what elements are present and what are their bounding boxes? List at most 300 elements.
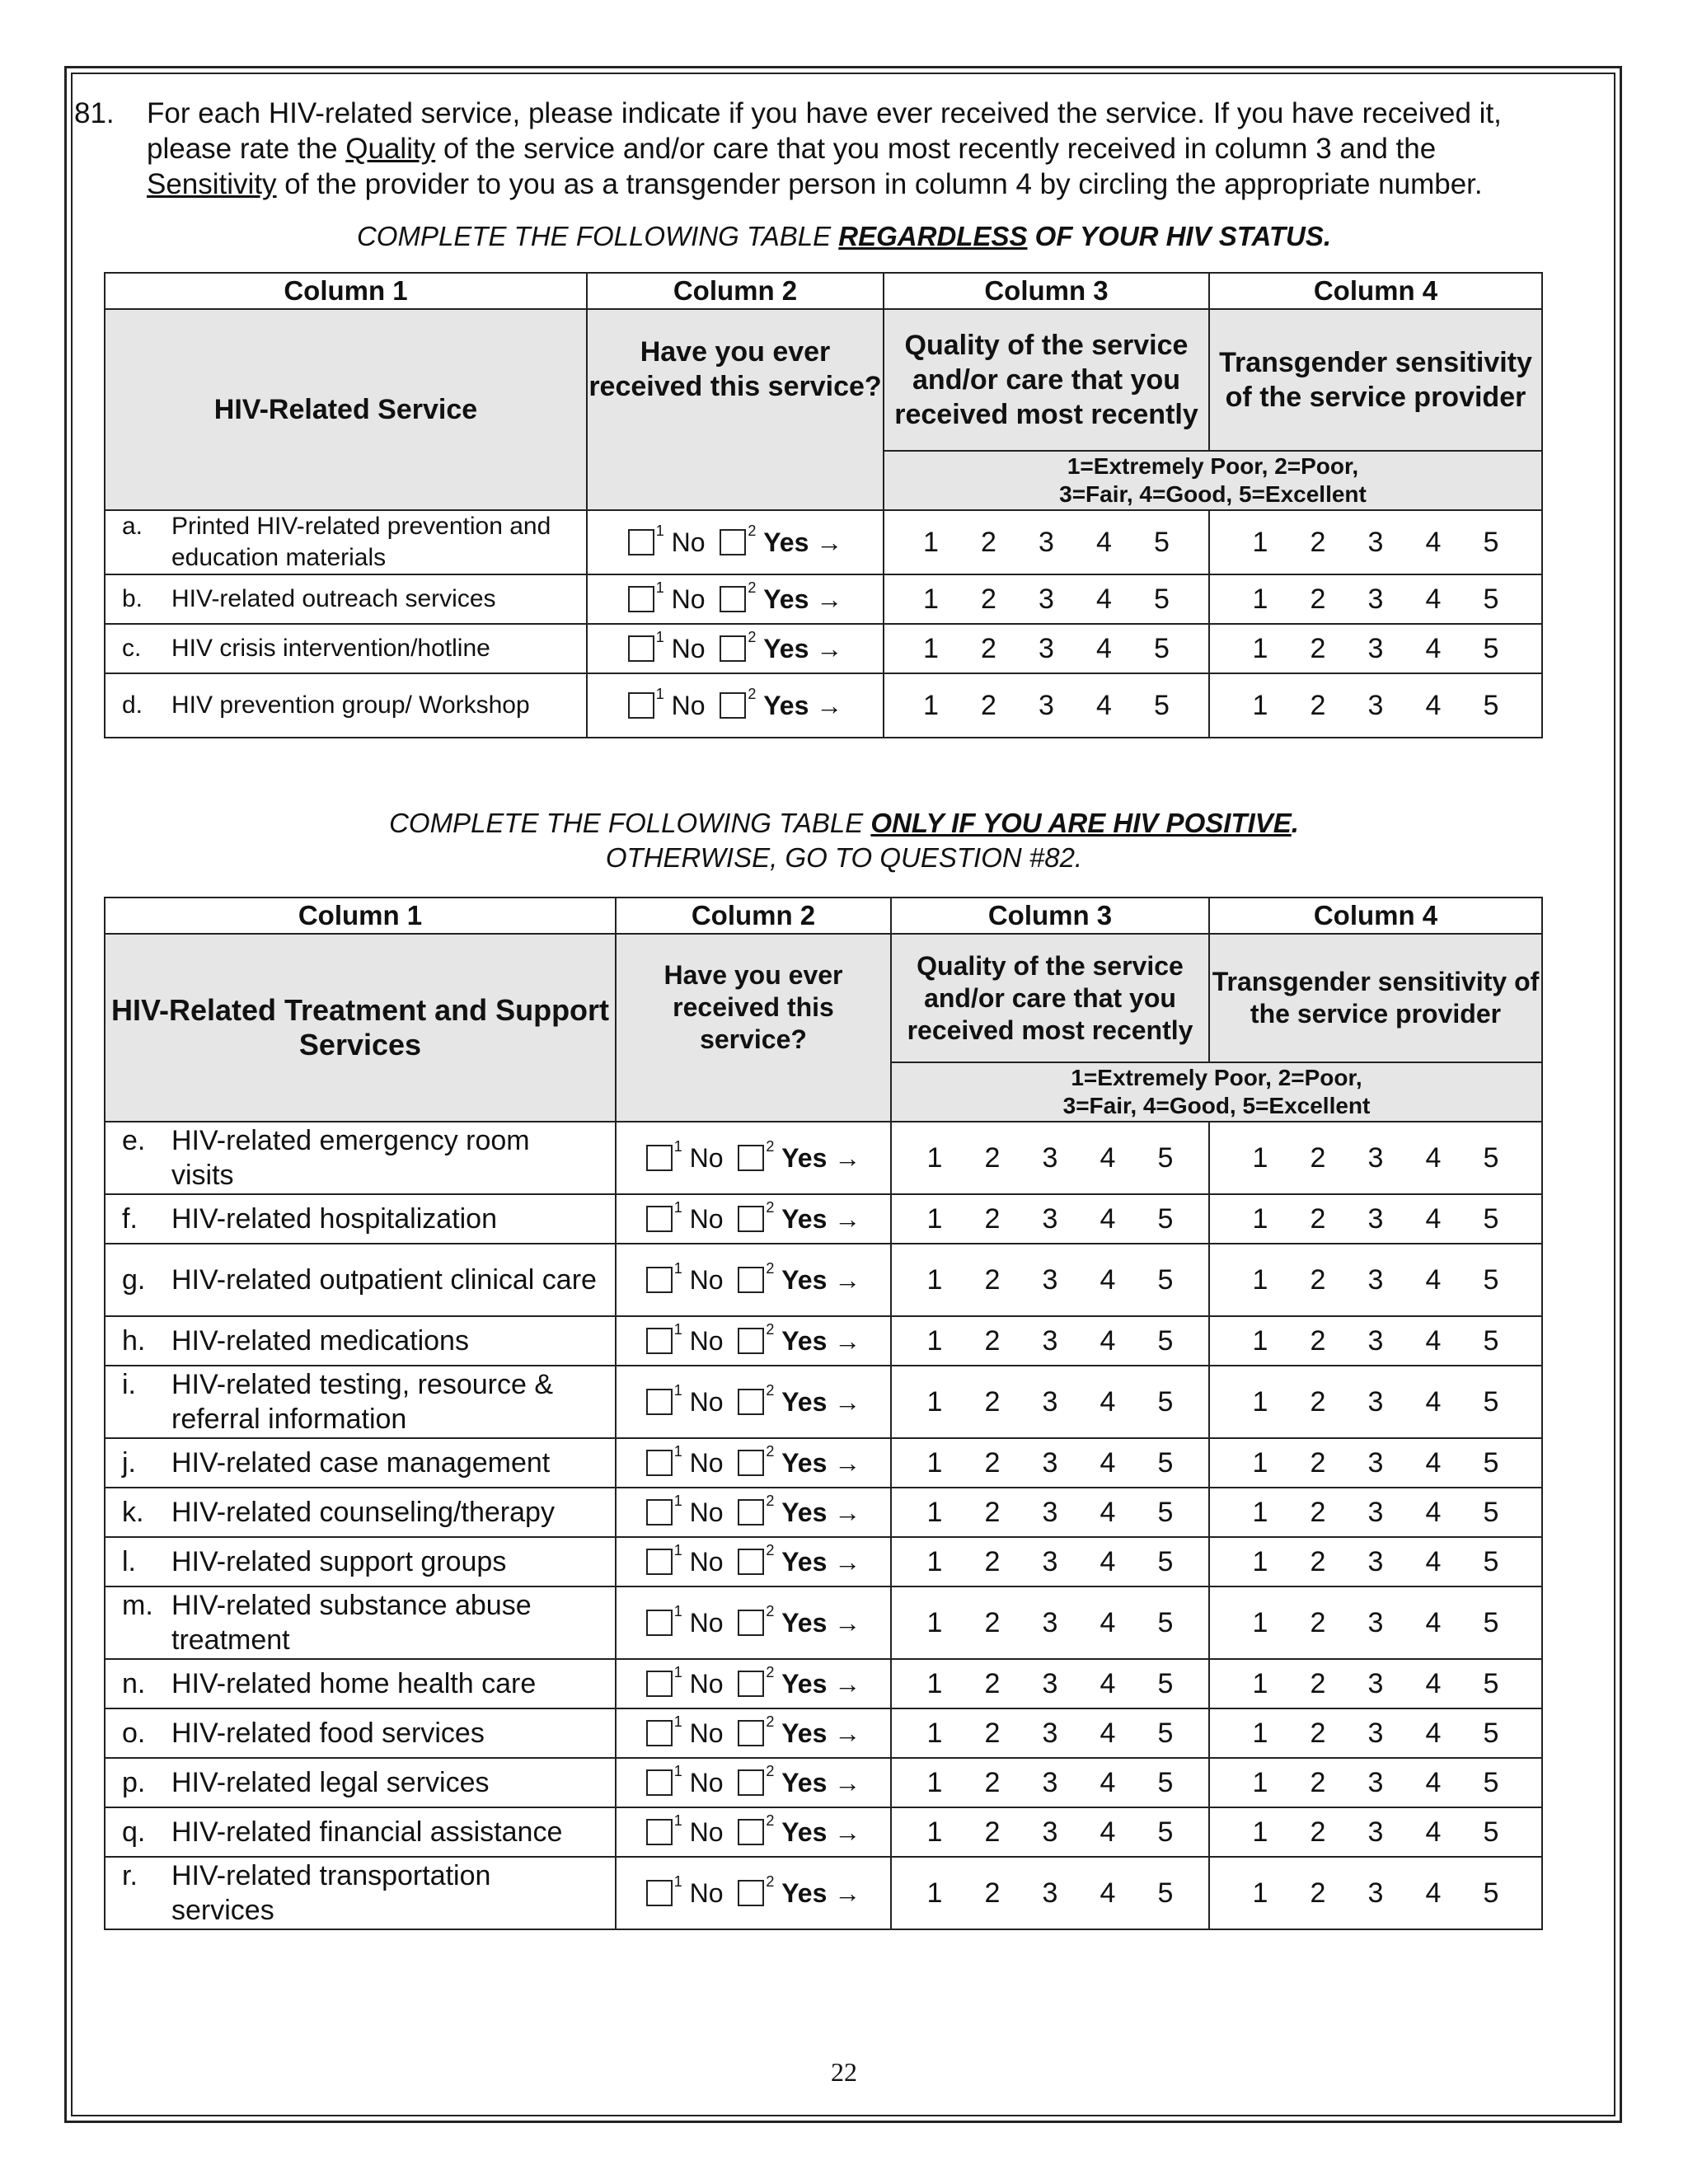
table-row — [105, 1122, 1542, 1194]
sensitivity-rating-option[interactable]: 1 — [1252, 1202, 1268, 1235]
arrow-right-icon: → — [834, 1767, 861, 1797]
no-checkbox[interactable] — [646, 1720, 673, 1746]
sensitivity-rating-option[interactable]: 3 — [1367, 1545, 1384, 1577]
sensitivity-rating-option[interactable]: 2 — [1310, 689, 1326, 721]
yes-checkbox[interactable] — [738, 1450, 764, 1476]
yes-checkbox[interactable] — [720, 635, 746, 662]
no-checkbox[interactable] — [646, 1450, 673, 1476]
quality-rating-option[interactable]: 2 — [984, 1202, 1001, 1235]
quality-rating-option[interactable]: 4 — [1096, 583, 1112, 615]
quality-rating-option[interactable]: 5 — [1157, 1263, 1174, 1296]
quality-scale — [891, 1488, 1209, 1537]
quality-rating-option[interactable]: 4 — [1100, 1717, 1116, 1749]
no-checkbox[interactable] — [646, 1549, 673, 1575]
yes-checkbox[interactable] — [738, 1549, 764, 1575]
sensitivity-rating-option[interactable]: 4 — [1425, 1717, 1442, 1749]
quality-rating-option[interactable]: 3 — [1042, 1877, 1058, 1909]
quality-rating-option[interactable]: 3 — [1042, 1667, 1058, 1699]
quality-rating-option[interactable]: 1 — [926, 1766, 943, 1798]
quality-rating-option[interactable]: 4 — [1100, 1816, 1116, 1848]
yes-label: Yes — [781, 1447, 828, 1478]
question-81 — [74, 96, 1558, 202]
yes-checkbox[interactable] — [738, 1720, 764, 1746]
yes-checkbox[interactable] — [738, 1267, 764, 1293]
sensitivity-rating-option[interactable]: 2 — [1310, 1385, 1326, 1418]
yes-checkbox[interactable] — [720, 692, 746, 719]
row-letter: m. — [122, 1590, 153, 1621]
sensitivity-rating-option[interactable]: 3 — [1367, 632, 1384, 664]
quality-rating-option[interactable]: 1 — [923, 583, 939, 615]
row-letter: c. — [122, 635, 142, 662]
received-cell: $^1$ No $^2$ Yes → — [616, 1438, 891, 1488]
quality-rating-option[interactable]: 2 — [984, 1141, 1001, 1174]
service-cell — [105, 1586, 616, 1659]
sensitivity-rating-option[interactable]: 5 — [1483, 1496, 1499, 1528]
quality-rating-option[interactable]: 1 — [923, 632, 939, 664]
sensitivity-rating-option[interactable]: 4 — [1425, 1667, 1442, 1699]
sensitivity-rating-option[interactable]: 3 — [1367, 1202, 1384, 1235]
sensitivity-rating-option[interactable]: 4 — [1425, 1446, 1442, 1479]
quality-scale — [891, 1537, 1209, 1586]
t1-col3-label: Column 3 — [884, 273, 1209, 309]
quality-rating-option[interactable]: 4 — [1100, 1545, 1116, 1577]
quality-rating-option[interactable]: 4 — [1100, 1606, 1116, 1638]
yes-label: Yes — [781, 1142, 828, 1173]
sensitivity-rating-option[interactable]: 1 — [1252, 1766, 1268, 1798]
sensitivity-rating-option[interactable]: 4 — [1425, 1816, 1442, 1848]
sensitivity-rating-option[interactable]: 2 — [1310, 1717, 1326, 1749]
sensitivity-rating-option[interactable]: 1 — [1252, 583, 1268, 615]
sensitivity-rating-option[interactable]: 3 — [1367, 1877, 1384, 1909]
sensitivity-rating-option[interactable]: 5 — [1483, 1816, 1499, 1848]
yes-checkbox[interactable] — [738, 1880, 764, 1906]
sensitivity-rating-option[interactable]: 4 — [1425, 1877, 1442, 1909]
sensitivity-rating-option[interactable]: 1 — [1252, 1496, 1268, 1528]
sensitivity-rating-option[interactable]: 2 — [1310, 1545, 1326, 1577]
received-cell: $^1$ No $^2$ Yes → — [616, 1758, 891, 1807]
yes-label: Yes — [763, 527, 809, 557]
arrow-right-icon: → — [816, 633, 843, 663]
service-cell — [105, 1316, 616, 1366]
quality-rating-option[interactable]: 3 — [1042, 1766, 1058, 1798]
yes-label: Yes — [781, 1816, 828, 1847]
table-row — [105, 1537, 1542, 1586]
sensitivity-rating-option[interactable]: 5 — [1483, 1324, 1499, 1357]
row-letter: k. — [122, 1497, 144, 1528]
sensitivity-rating-option[interactable]: 5 — [1483, 1766, 1499, 1798]
no-checkbox[interactable] — [646, 1769, 673, 1796]
sensitivity-rating-option[interactable]: 2 — [1310, 526, 1326, 558]
quality-scale — [891, 1708, 1209, 1758]
arrow-right-icon: → — [816, 690, 843, 720]
received-cell: $^1$ No $^2$ Yes → — [616, 1659, 891, 1708]
services-table — [104, 272, 1543, 738]
received-cell: $^1$ No $^2$ Yes → — [616, 1316, 891, 1366]
sensitivity-rating-option[interactable]: 5 — [1483, 583, 1499, 615]
sensitivity-rating-option[interactable]: 2 — [1310, 1141, 1326, 1174]
quality-rating-option[interactable]: 4 — [1100, 1141, 1116, 1174]
arrow-right-icon: → — [816, 583, 843, 614]
no-checkbox[interactable] — [646, 1610, 673, 1636]
sensitivity-rating-option[interactable]: 3 — [1367, 1606, 1384, 1638]
no-checkbox[interactable] — [646, 1328, 673, 1354]
no-checkbox[interactable] — [628, 586, 654, 612]
sensitivity-rating-option[interactable]: 3 — [1367, 1667, 1384, 1699]
quality-rating-option[interactable]: 5 — [1157, 1141, 1174, 1174]
sensitivity-rating-option[interactable]: 4 — [1425, 1324, 1442, 1357]
quality-rating-option[interactable]: 2 — [984, 1766, 1001, 1798]
sensitivity-rating-option[interactable]: 2 — [1310, 1263, 1326, 1296]
quality-rating-option[interactable]: 3 — [1042, 1816, 1058, 1848]
sensitivity-rating-option[interactable]: 2 — [1310, 1446, 1326, 1479]
sensitivity-rating-option[interactable]: 3 — [1367, 1766, 1384, 1798]
no-checkbox[interactable] — [646, 1671, 673, 1697]
quality-rating-option[interactable]: 5 — [1154, 583, 1170, 615]
sensitivity-rating-option[interactable]: 2 — [1310, 632, 1326, 664]
sensitivity-rating-option[interactable]: 5 — [1483, 1202, 1499, 1235]
quality-rating-option[interactable]: 1 — [926, 1202, 943, 1235]
received-cell: $^1$ No $^2$ Yes → — [616, 1586, 891, 1659]
sensitivity-rating-option[interactable]: 1 — [1252, 689, 1268, 721]
quality-rating-option[interactable]: 3 — [1042, 1385, 1058, 1418]
sensitivity-rating-option[interactable]: 3 — [1367, 1816, 1384, 1848]
sensitivity-rating-option[interactable]: 3 — [1367, 583, 1384, 615]
service-name: HIV-related outreach services — [171, 585, 496, 612]
service-name: HIV-related outpatient clinical care — [171, 1264, 597, 1296]
quality-rating-option[interactable]: 2 — [984, 1606, 1001, 1638]
sensitivity-rating-option[interactable]: 4 — [1425, 689, 1442, 721]
sensitivity-scale — [1209, 1586, 1542, 1659]
sensitivity-rating-option[interactable]: 4 — [1425, 1263, 1442, 1296]
quality-rating-option[interactable]: 3 — [1039, 526, 1054, 558]
service-cell — [105, 1194, 616, 1244]
yes-label: Yes — [781, 1325, 828, 1356]
quality-rating-option[interactable]: 1 — [926, 1717, 943, 1749]
quality-rating-option[interactable]: 1 — [926, 1545, 943, 1577]
sensitivity-rating-option[interactable]: 5 — [1483, 632, 1499, 664]
sensitivity-scale — [1209, 1708, 1542, 1758]
quality-rating-option[interactable]: 5 — [1157, 1816, 1174, 1848]
sensitivity-rating-option[interactable]: 1 — [1252, 1667, 1268, 1699]
no-checkbox[interactable] — [628, 529, 654, 555]
quality-rating-option[interactable]: 3 — [1039, 583, 1054, 615]
sensitivity-rating-option[interactable]: 1 — [1252, 1816, 1268, 1848]
quality-rating-option[interactable]: 3 — [1042, 1496, 1058, 1528]
no-label: No — [689, 1325, 724, 1356]
sensitivity-rating-option[interactable]: 1 — [1252, 1324, 1268, 1357]
quality-rating-option[interactable]: 2 — [984, 1385, 1001, 1418]
quality-rating-option[interactable]: 4 — [1100, 1202, 1116, 1235]
quality-rating-option[interactable]: 4 — [1100, 1446, 1116, 1479]
no-checkbox[interactable] — [646, 1499, 673, 1526]
sensitivity-scale — [1209, 1537, 1542, 1586]
quality-rating-option[interactable]: 4 — [1100, 1667, 1116, 1699]
quality-scale — [884, 510, 1209, 574]
quality-rating-option[interactable]: 5 — [1157, 1667, 1174, 1699]
quality-rating-option[interactable]: 4 — [1100, 1877, 1116, 1909]
quality-rating-option[interactable]: 3 — [1042, 1717, 1058, 1749]
quality-rating-option[interactable]: 1 — [926, 1877, 943, 1909]
quality-rating-option[interactable]: 1 — [926, 1263, 943, 1296]
sensitivity-rating-option[interactable]: 2 — [1310, 1816, 1326, 1848]
quality-rating-option[interactable]: 4 — [1096, 526, 1112, 558]
quality-rating-option[interactable]: 5 — [1157, 1446, 1174, 1479]
yes-checkbox[interactable] — [720, 586, 746, 612]
sensitivity-rating-option[interactable]: 4 — [1425, 1496, 1442, 1528]
quality-rating-option[interactable]: 5 — [1157, 1324, 1174, 1357]
quality-rating-option[interactable]: 3 — [1042, 1141, 1058, 1174]
yes-checkbox[interactable] — [738, 1671, 764, 1697]
t1-col2-label: Column 2 — [587, 273, 884, 309]
sensitivity-rating-option[interactable]: 4 — [1425, 1545, 1442, 1577]
sensitivity-rating-option[interactable]: 5 — [1483, 689, 1499, 721]
service-cell — [105, 1857, 616, 1929]
sensitivity-rating-option[interactable]: 3 — [1367, 1141, 1384, 1174]
service-cell — [105, 1488, 616, 1537]
quality-rating-option[interactable]: 3 — [1042, 1202, 1058, 1235]
sensitivity-rating-option[interactable]: 3 — [1367, 1717, 1384, 1749]
sensitivity-rating-option[interactable]: 3 — [1367, 1446, 1384, 1479]
sensitivity-scale — [1209, 673, 1542, 738]
quality-rating-option[interactable]: 4 — [1100, 1385, 1116, 1418]
sensitivity-rating-option[interactable]: 1 — [1252, 526, 1268, 558]
sensitivity-rating-option[interactable]: 2 — [1310, 1606, 1326, 1638]
quality-rating-option[interactable]: 5 — [1157, 1717, 1174, 1749]
received-cell: $^1$ No $^2$ Yes → — [616, 1122, 891, 1194]
quality-rating-option[interactable]: 5 — [1157, 1202, 1174, 1235]
quality-rating-option[interactable]: 5 — [1154, 632, 1170, 664]
no-checkbox[interactable] — [646, 1389, 673, 1415]
quality-rating-option[interactable]: 4 — [1100, 1496, 1116, 1528]
sensitivity-rating-option[interactable]: 4 — [1425, 632, 1442, 664]
sensitivity-rating-option[interactable]: 4 — [1425, 1385, 1442, 1418]
sensitivity-rating-option[interactable]: 5 — [1483, 1141, 1499, 1174]
row-letter: q. — [122, 1816, 146, 1848]
no-checkbox[interactable] — [628, 692, 654, 719]
quality-rating-option[interactable]: 3 — [1042, 1263, 1058, 1296]
sensitivity-rating-option[interactable]: 5 — [1483, 1717, 1499, 1749]
yes-checkbox[interactable] — [738, 1499, 764, 1526]
no-label: No — [671, 690, 706, 720]
quality-rating-option[interactable]: 3 — [1039, 632, 1054, 664]
table-row — [105, 1316, 1542, 1366]
sensitivity-rating-option[interactable]: 2 — [1310, 1877, 1326, 1909]
sensitivity-rating-option[interactable]: 3 — [1367, 1263, 1384, 1296]
quality-rating-option[interactable]: 2 — [984, 1446, 1001, 1479]
sensitivity-rating-option[interactable]: 4 — [1425, 1141, 1442, 1174]
instruction-skip: OTHERWISE, GO TO QUESTION #82. — [605, 842, 1083, 873]
no-label: No — [689, 1142, 724, 1173]
quality-rating-option[interactable]: 4 — [1096, 689, 1112, 721]
quality-rating-option[interactable]: 3 — [1042, 1446, 1058, 1479]
no-checkbox[interactable] — [628, 635, 654, 662]
sensitivity-rating-option[interactable]: 5 — [1483, 1877, 1499, 1909]
sensitivity-rating-option[interactable]: 4 — [1425, 1766, 1442, 1798]
quality-rating-option[interactable]: 1 — [926, 1446, 943, 1479]
service-name: HIV-related substance abuse treatment — [171, 1590, 532, 1656]
yes-checkbox[interactable] — [738, 1610, 764, 1636]
sensitivity-scale — [1209, 1244, 1542, 1316]
quality-rating-option[interactable]: 4 — [1100, 1263, 1116, 1296]
sensitivity-rating-option[interactable]: 5 — [1483, 526, 1499, 558]
service-cell — [105, 673, 587, 738]
quality-rating-option[interactable]: 5 — [1157, 1545, 1174, 1577]
row-letter: d. — [122, 691, 143, 719]
quality-rating-option[interactable]: 4 — [1096, 632, 1112, 664]
sensitivity-rating-option[interactable]: 1 — [1252, 1385, 1268, 1418]
question-text: For each HIV-related service, please indicate if you have ever received the service. If you have received it, please rate the Quality of the service and/or care that you most recently received in column 3 and the Sensitivity of the provider to you as a transgender person in column 4 by circling the appropriate number. — [147, 97, 1502, 200]
row-letter: i. — [122, 1369, 136, 1400]
sensitivity-rating-option[interactable]: 1 — [1252, 1606, 1268, 1638]
sensitivity-rating-option[interactable]: 1 — [1252, 1446, 1268, 1479]
quality-rating-option[interactable]: 2 — [981, 689, 996, 721]
sensitivity-rating-option[interactable]: 3 — [1367, 1385, 1384, 1418]
sensitivity-rating-option[interactable]: 3 — [1367, 1496, 1384, 1528]
quality-rating-option[interactable]: 2 — [981, 632, 996, 664]
yes-checkbox[interactable] — [738, 1819, 764, 1845]
sensitivity-rating-option[interactable]: 3 — [1367, 526, 1384, 558]
quality-rating-option[interactable]: 3 — [1042, 1324, 1058, 1357]
quality-rating-option[interactable]: 1 — [926, 1816, 943, 1848]
service-name: HIV-related case management — [171, 1447, 551, 1479]
quality-rating-option[interactable]: 5 — [1157, 1385, 1174, 1418]
quality-rating-option[interactable]: 3 — [1042, 1606, 1058, 1638]
quality-scale — [891, 1758, 1209, 1807]
yes-checkbox[interactable] — [738, 1328, 764, 1354]
quality-rating-option[interactable]: 1 — [926, 1141, 943, 1174]
table-row — [105, 1438, 1542, 1488]
yes-checkbox[interactable] — [720, 529, 746, 555]
quality-rating-option[interactable]: 5 — [1154, 526, 1170, 558]
sensitivity-rating-option[interactable]: 2 — [1310, 1496, 1326, 1528]
sensitivity-scale — [1209, 1122, 1542, 1194]
quality-rating-option[interactable]: 2 — [984, 1263, 1001, 1296]
question-number: 81. — [74, 97, 115, 129]
yes-label: Yes — [781, 1497, 828, 1527]
service-name: HIV crisis intervention/hotline — [171, 635, 490, 662]
quality-rating-option[interactable]: 1 — [926, 1496, 943, 1528]
quality-scale — [891, 1857, 1209, 1929]
row-letter: l. — [122, 1546, 136, 1577]
service-cell — [105, 574, 587, 624]
table-row — [105, 1708, 1542, 1758]
quality-rating-option[interactable]: 3 — [1042, 1545, 1058, 1577]
quality-rating-option[interactable]: 5 — [1157, 1606, 1174, 1638]
sensitivity-rating-option[interactable]: 2 — [1310, 1324, 1326, 1357]
quality-rating-option[interactable]: 1 — [926, 1606, 943, 1638]
table-row — [105, 624, 1542, 673]
sensitivity-rating-option[interactable]: 1 — [1252, 1877, 1268, 1909]
quality-scale — [884, 574, 1209, 624]
sensitivity-rating-option[interactable]: 5 — [1483, 1263, 1499, 1296]
sensitivity-rating-option[interactable]: 5 — [1483, 1606, 1499, 1638]
sensitivity-rating-option[interactable]: 1 — [1252, 1141, 1268, 1174]
quality-rating-option[interactable]: 2 — [984, 1877, 1001, 1909]
received-cell: $^1$ No $^2$ Yes → — [587, 624, 884, 673]
no-checkbox[interactable] — [646, 1819, 673, 1845]
sensitivity-rating-option[interactable]: 1 — [1252, 1545, 1268, 1577]
quality-rating-option[interactable]: 4 — [1100, 1324, 1116, 1357]
sensitivity-rating-option[interactable]: 1 — [1252, 1263, 1268, 1296]
sensitivity-rating-option[interactable]: 4 — [1425, 1606, 1442, 1638]
sensitivity-rating-option[interactable]: 2 — [1310, 1766, 1326, 1798]
sensitivity-rating-option[interactable]: 4 — [1425, 1202, 1442, 1235]
arrow-right-icon: → — [834, 1718, 861, 1748]
instruction-regardless: COMPLETE THE FOLLOWING TABLE REGARDLESS OF YOUR HIV STATUS. — [356, 221, 1332, 251]
quality-rating-option[interactable]: 2 — [984, 1545, 1001, 1577]
quality-rating-option[interactable]: 2 — [984, 1667, 1001, 1699]
quality-rating-option[interactable]: 5 — [1157, 1766, 1174, 1798]
no-checkbox[interactable] — [646, 1206, 673, 1232]
sensitivity-rating-option[interactable]: 2 — [1310, 1202, 1326, 1235]
no-label: No — [689, 1877, 724, 1908]
arrow-right-icon: → — [834, 1497, 861, 1527]
sensitivity-rating-option[interactable]: 3 — [1367, 689, 1384, 721]
sensitivity-rating-option[interactable]: 4 — [1425, 526, 1442, 558]
quality-rating-option[interactable]: 2 — [984, 1816, 1001, 1848]
quality-rating-option[interactable]: 5 — [1157, 1877, 1174, 1909]
service-name: Printed HIV-related prevention and education materials — [171, 513, 551, 571]
no-checkbox[interactable] — [646, 1145, 673, 1171]
quality-rating-option[interactable]: 1 — [923, 689, 939, 721]
received-cell: $^1$ No $^2$ Yes → — [616, 1488, 891, 1537]
quality-rating-option[interactable]: 3 — [1039, 689, 1054, 721]
quality-rating-option[interactable]: 2 — [984, 1324, 1001, 1357]
yes-label: Yes — [763, 633, 809, 663]
yes-checkbox[interactable] — [738, 1769, 764, 1796]
sensitivity-rating-option[interactable]: 5 — [1483, 1446, 1499, 1479]
quality-rating-option[interactable]: 5 — [1154, 689, 1170, 721]
t1-header-service: HIV-Related Service — [105, 309, 587, 510]
quality-scale — [891, 1438, 1209, 1488]
quality-rating-option[interactable]: 1 — [926, 1667, 943, 1699]
sensitivity-rating-option[interactable]: 2 — [1310, 583, 1326, 615]
quality-rating-option[interactable]: 2 — [981, 526, 996, 558]
arrow-right-icon: → — [834, 1447, 861, 1478]
quality-word: Quality — [345, 133, 436, 165]
sensitivity-rating-option[interactable]: 1 — [1252, 1717, 1268, 1749]
sensitivity-scale — [1209, 1194, 1542, 1244]
quality-scale — [884, 624, 1209, 673]
no-checkbox[interactable] — [646, 1267, 673, 1293]
quality-rating-option[interactable]: 1 — [923, 526, 939, 558]
sensitivity-rating-option[interactable]: 3 — [1367, 1324, 1384, 1357]
sensitivity-rating-option[interactable]: 4 — [1425, 583, 1442, 615]
quality-rating-option[interactable]: 2 — [984, 1717, 1001, 1749]
yes-checkbox[interactable] — [738, 1145, 764, 1171]
sensitivity-rating-option[interactable]: 1 — [1252, 632, 1268, 664]
no-checkbox[interactable] — [646, 1880, 673, 1906]
yes-checkbox[interactable] — [738, 1389, 764, 1415]
received-cell: $^1$ No $^2$ Yes → — [587, 510, 884, 574]
quality-rating-option[interactable]: 1 — [926, 1385, 943, 1418]
sensitivity-rating-option[interactable]: 2 — [1310, 1667, 1326, 1699]
no-label: No — [689, 1607, 724, 1638]
sensitivity-rating-option[interactable]: 5 — [1483, 1545, 1499, 1577]
quality-scale — [884, 673, 1209, 738]
yes-checkbox[interactable] — [738, 1206, 764, 1232]
quality-rating-option[interactable]: 4 — [1100, 1766, 1116, 1798]
quality-rating-option[interactable]: 2 — [984, 1496, 1001, 1528]
quality-rating-option[interactable]: 5 — [1157, 1496, 1174, 1528]
quality-rating-option[interactable]: 1 — [926, 1324, 943, 1357]
sensitivity-rating-option[interactable]: 5 — [1483, 1667, 1499, 1699]
sensitivity-rating-option[interactable]: 5 — [1483, 1385, 1499, 1418]
quality-rating-option[interactable]: 2 — [981, 583, 996, 615]
table-row — [105, 1194, 1542, 1244]
row-letter: o. — [122, 1718, 146, 1749]
quality-scale — [891, 1316, 1209, 1366]
